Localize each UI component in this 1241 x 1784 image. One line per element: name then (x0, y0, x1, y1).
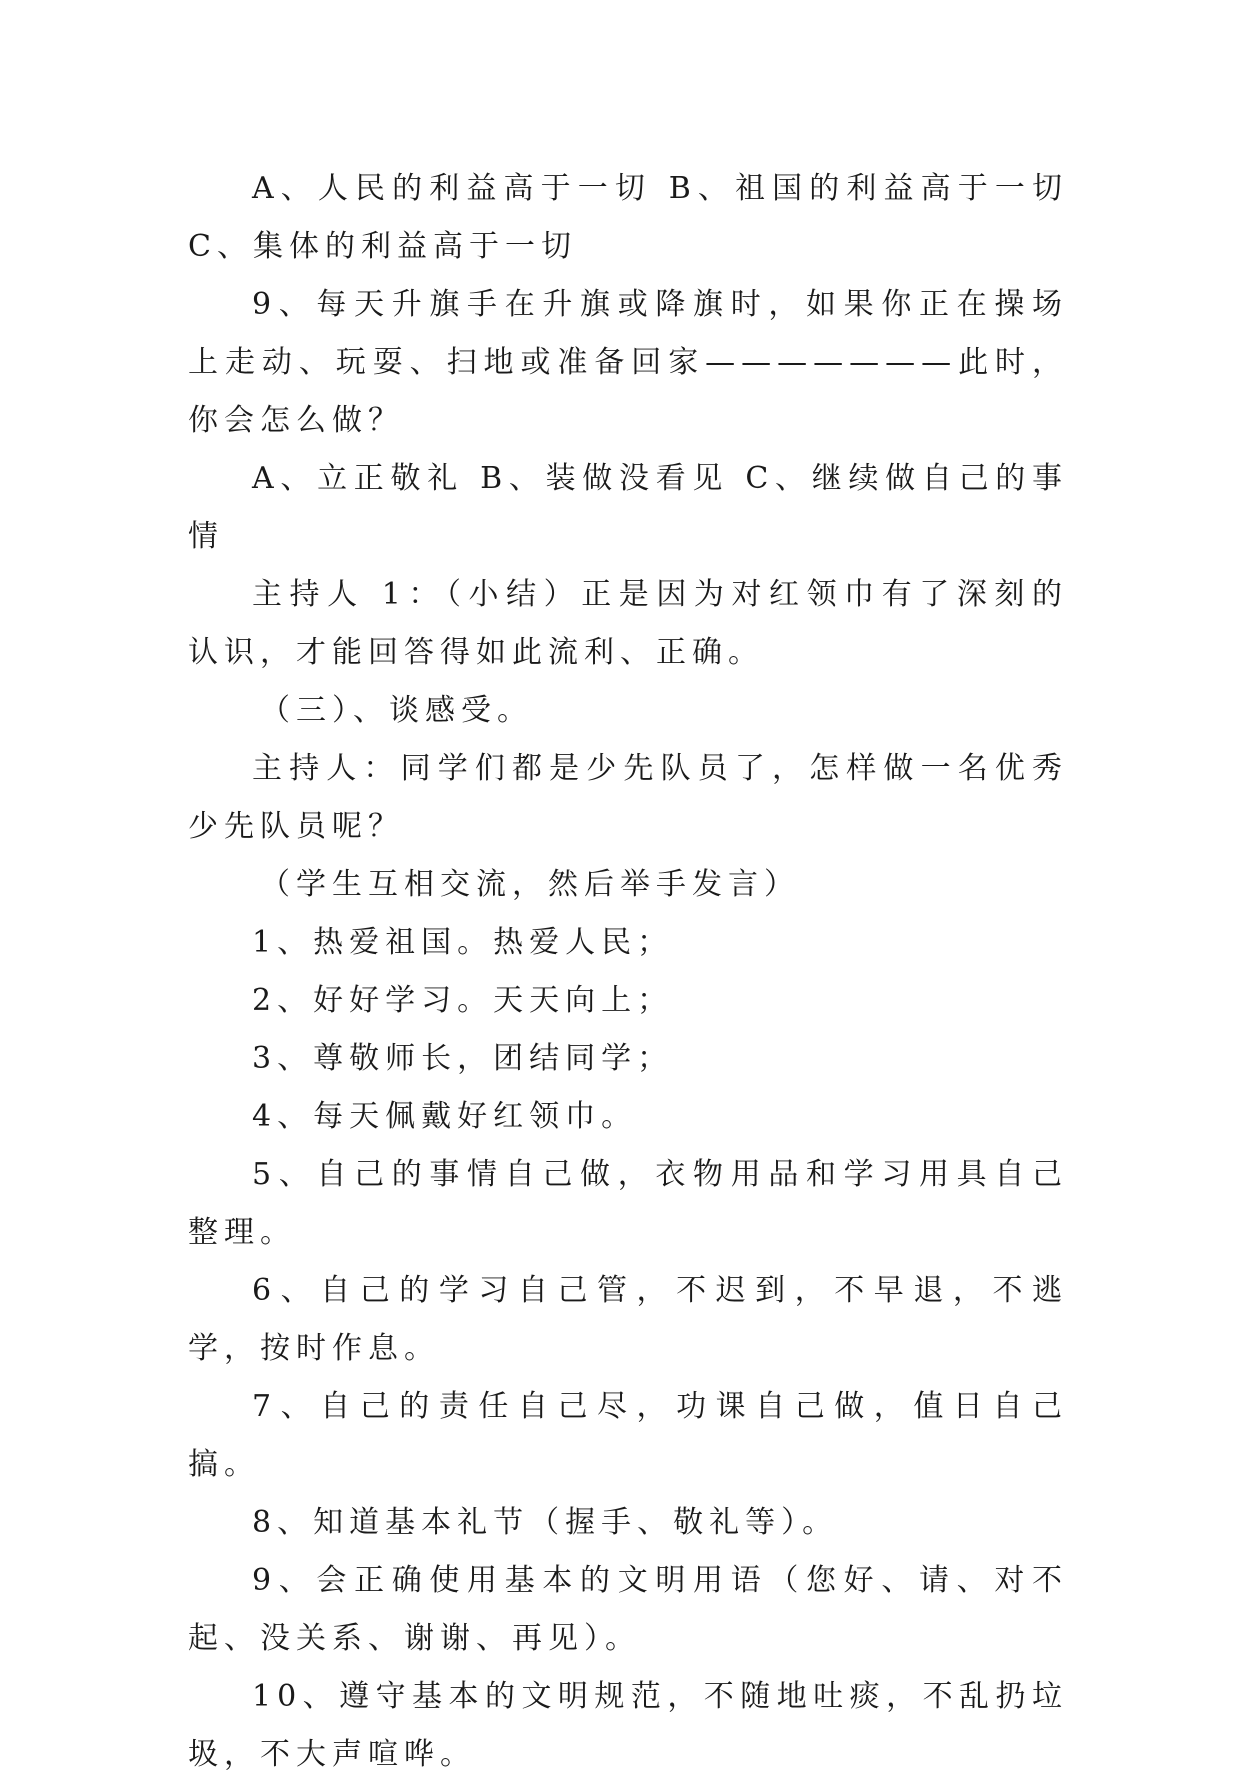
list-item-8: 8、知道基本礼节（握手、敬礼等）。 (252, 1505, 839, 1540)
list-item-6: 6、自己的学习自己管，不迟到，不早退，不逃学，按时作息。 (188, 1273, 1068, 1366)
student-discussion-note: （学生互相交流，然后举手发言） (260, 867, 800, 902)
list-item-5: 5、自己的事情自己做，衣物用品和学习用具自己整理。 (188, 1157, 1068, 1250)
answer-options-q9: A、立正敬礼 B、装做没看见 C、继续做自己的事情 (188, 461, 1068, 554)
list-item-4: 4、每天佩戴好红领巾。 (252, 1099, 638, 1134)
host-summary: 主持人 1：（小结）正是因为对红领巾有了深刻的认识，才能回答得如此流利、正确。 (188, 577, 1068, 670)
host-question: 主持人：同学们都是少先队员了，怎样做一名优秀少先队员呢？ (188, 751, 1068, 844)
list-item-3: 3、尊敬师长，团结同学； (252, 1041, 674, 1076)
question-9: 9、每天升旗手在升旗或降旗时，如果你正在操场上走动、玩耍、扫地或准备回家———————此时，你会怎么做？ (188, 287, 1068, 438)
answer-options-q8: A、人民的利益高于一切 B、祖国的利益高于一切 C、集体的利益高于一切 (188, 171, 1084, 264)
list-item-10: 10、遵守基本的文明规范，不随地吐痰，不乱扔垃圾，不大声喧哗。 (188, 1679, 1068, 1772)
list-item-9: 9、会正确使用基本的文明用语（您好、请、对不起、没关系、谢谢、再见）。 (188, 1563, 1068, 1656)
list-item-1: 1、热爱祖国。热爱人民； (252, 925, 674, 960)
list-item-2: 2、好好学习。天天向上； (252, 983, 674, 1018)
document-body (188, 160, 1084, 1784)
section-heading-3: （三）、谈感受。 (260, 693, 533, 728)
list-item-7: 7、自己的责任自己尽，功课自己做，值日自己搞。 (188, 1389, 1068, 1482)
